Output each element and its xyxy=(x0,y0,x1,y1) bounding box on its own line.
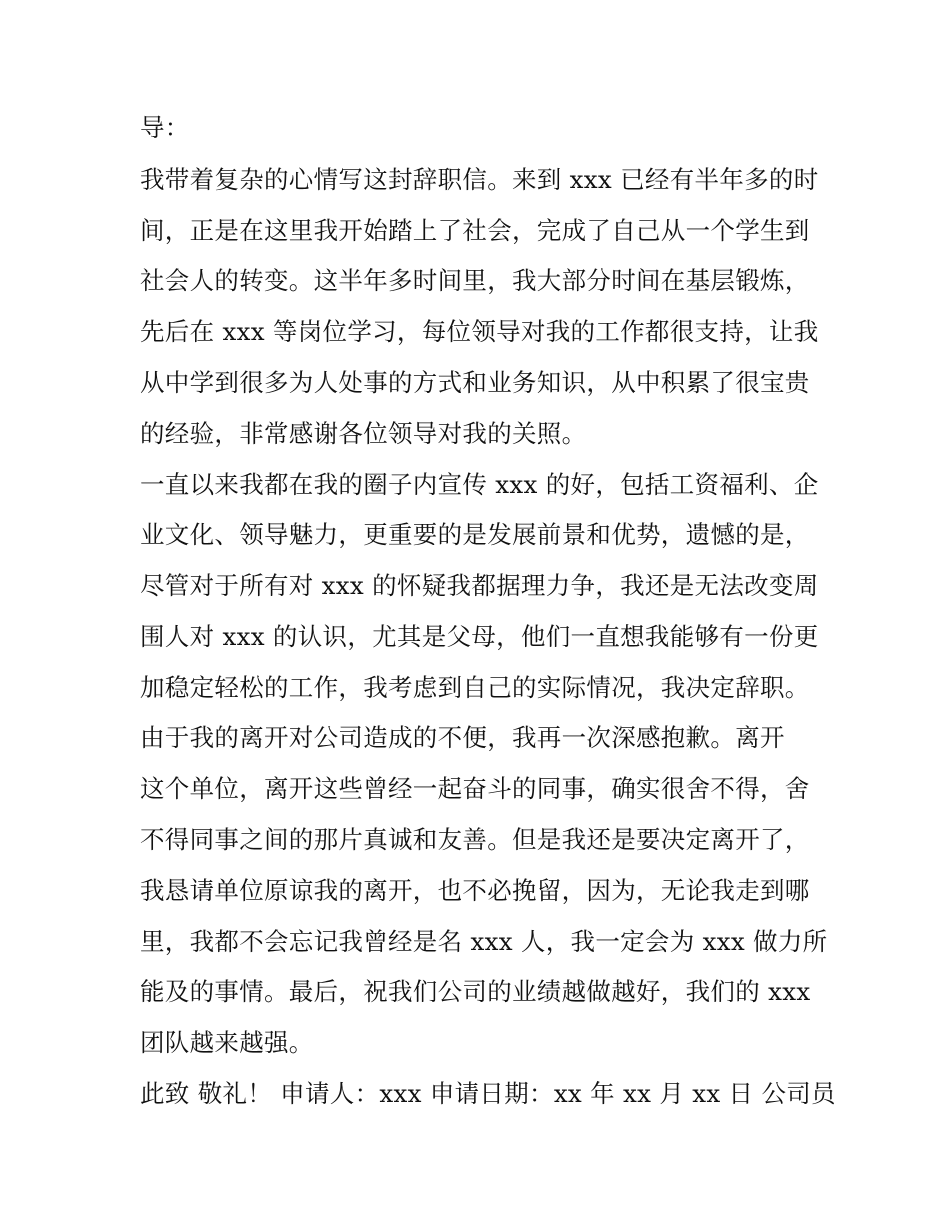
text-line-7: 的经验，非常感谢各位领导对我的关照。 xyxy=(140,419,587,448)
text-line-10: 尽管对于所有对 xxx 的怀疑我都据理力争，我还是无法改变周 xyxy=(140,571,819,600)
text-line-20: 此致 敬礼！ 申请人：xxx 申请日期：xx 年 xx 月 xx 日 公司员 xyxy=(140,1079,836,1108)
text-line-12: 加稳定轻松的工作，我考虑到自己的实际情况，我决定辞职。 xyxy=(140,673,810,702)
text-line-15: 不得同事之间的那片真诚和友善。但是我还是要决定离开了， xyxy=(140,825,810,854)
text-line-4: 社会人的转变。这半年多时间里，我大部分时间在基层锻炼， xyxy=(140,266,810,295)
text-line-13: 由于我的离开对公司造成的不便，我再一次深感抱歉。离开 xyxy=(140,723,785,752)
text-line-18: 能及的事情。最后，祝我们公司的业绩越做越好，我们的 xxx xyxy=(140,977,811,1006)
text-line-8: 一直以来我都在我的圈子内宣传 xxx 的好，包括工资福利、企 xyxy=(140,470,819,499)
text-line-1: 导： xyxy=(140,113,190,142)
text-line-2: 我带着复杂的心情写这封辞职信。来到 xxx 已经有半年多的时 xyxy=(140,165,819,194)
text-line-11: 围人对 xxx 的认识，尤其是父母，他们一直想我能够有一份更 xyxy=(140,622,819,651)
text-line-19: 团队越来越强。 xyxy=(140,1028,314,1057)
text-line-6: 从中学到很多为人处事的方式和业务知识，从中积累了很宝贵 xyxy=(140,368,810,397)
text-line-17: 里，我都不会忘记我曾经是名 xxx 人，我一定会为 xxx 做力所 xyxy=(140,927,828,956)
text-line-3: 间，正是在这里我开始踏上了社会，完成了自己从一个学生到 xyxy=(140,216,810,245)
text-line-14: 这个单位，离开这些曾经一起奋斗的同事，确实很舍不得，舍 xyxy=(140,774,810,803)
text-line-16: 我恳请单位原谅我的离开，也不必挽留，因为，无论我走到哪 xyxy=(140,876,810,905)
text-line-9: 业文化、领导魅力，更重要的是发展前景和优势，遗憾的是， xyxy=(140,520,810,549)
text-line-5: 先后在 xxx 等岗位学习，每位领导对我的工作都很支持，让我 xyxy=(140,317,819,346)
